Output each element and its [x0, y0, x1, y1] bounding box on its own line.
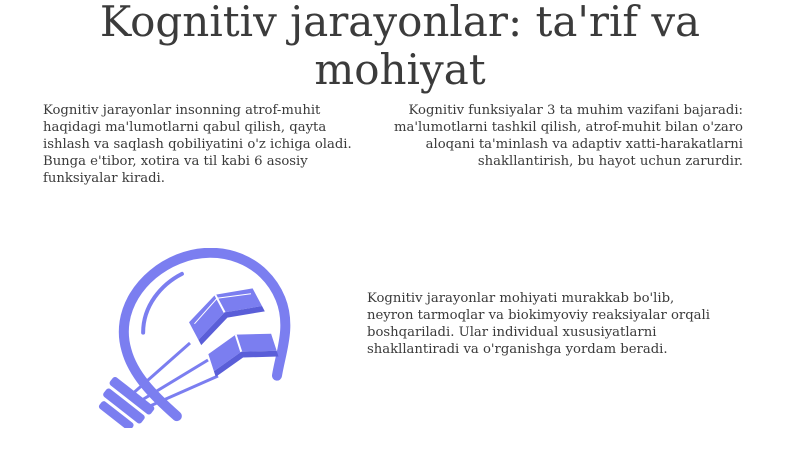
- page-title: Kognitiv jarayonlar: ta'rif va mohiyat: [99, 0, 701, 94]
- paragraph-essence: Kognitiv jarayonlar mohiyati murakkab bo'lib, neyron tarmoqlar va biokimyoviy reaksiyalar orqali boshqariladi. Ular individual xususiyatlarni shakllantiradi va o'rganishga yordam beradi.: [367, 291, 710, 357]
- paragraph-functions: Kognitiv funksiyalar 3 ta muhim vazifani bajaradi: ma'lumotlarni tashkil qilish, atrof-muhit bilan o'zaro aloqani ta'minlash va adaptiv xatti-harakatlarni shakllantirish, bu hayot uchun zarurdir.: [393, 103, 743, 169]
- paragraph-definition: Kognitiv jarayonlar insonning atrof-muhit haqidagi ma'lumotlarni qabul qilish, qayta ishlash va saqlash qobiliyatini o'z ichiga oladi. Bunga e'tibor, xotira va til kabi 6 asosiy funksiyalar kiradi.: [43, 103, 352, 186]
- lightbulb-with-book-icon: [90, 248, 320, 428]
